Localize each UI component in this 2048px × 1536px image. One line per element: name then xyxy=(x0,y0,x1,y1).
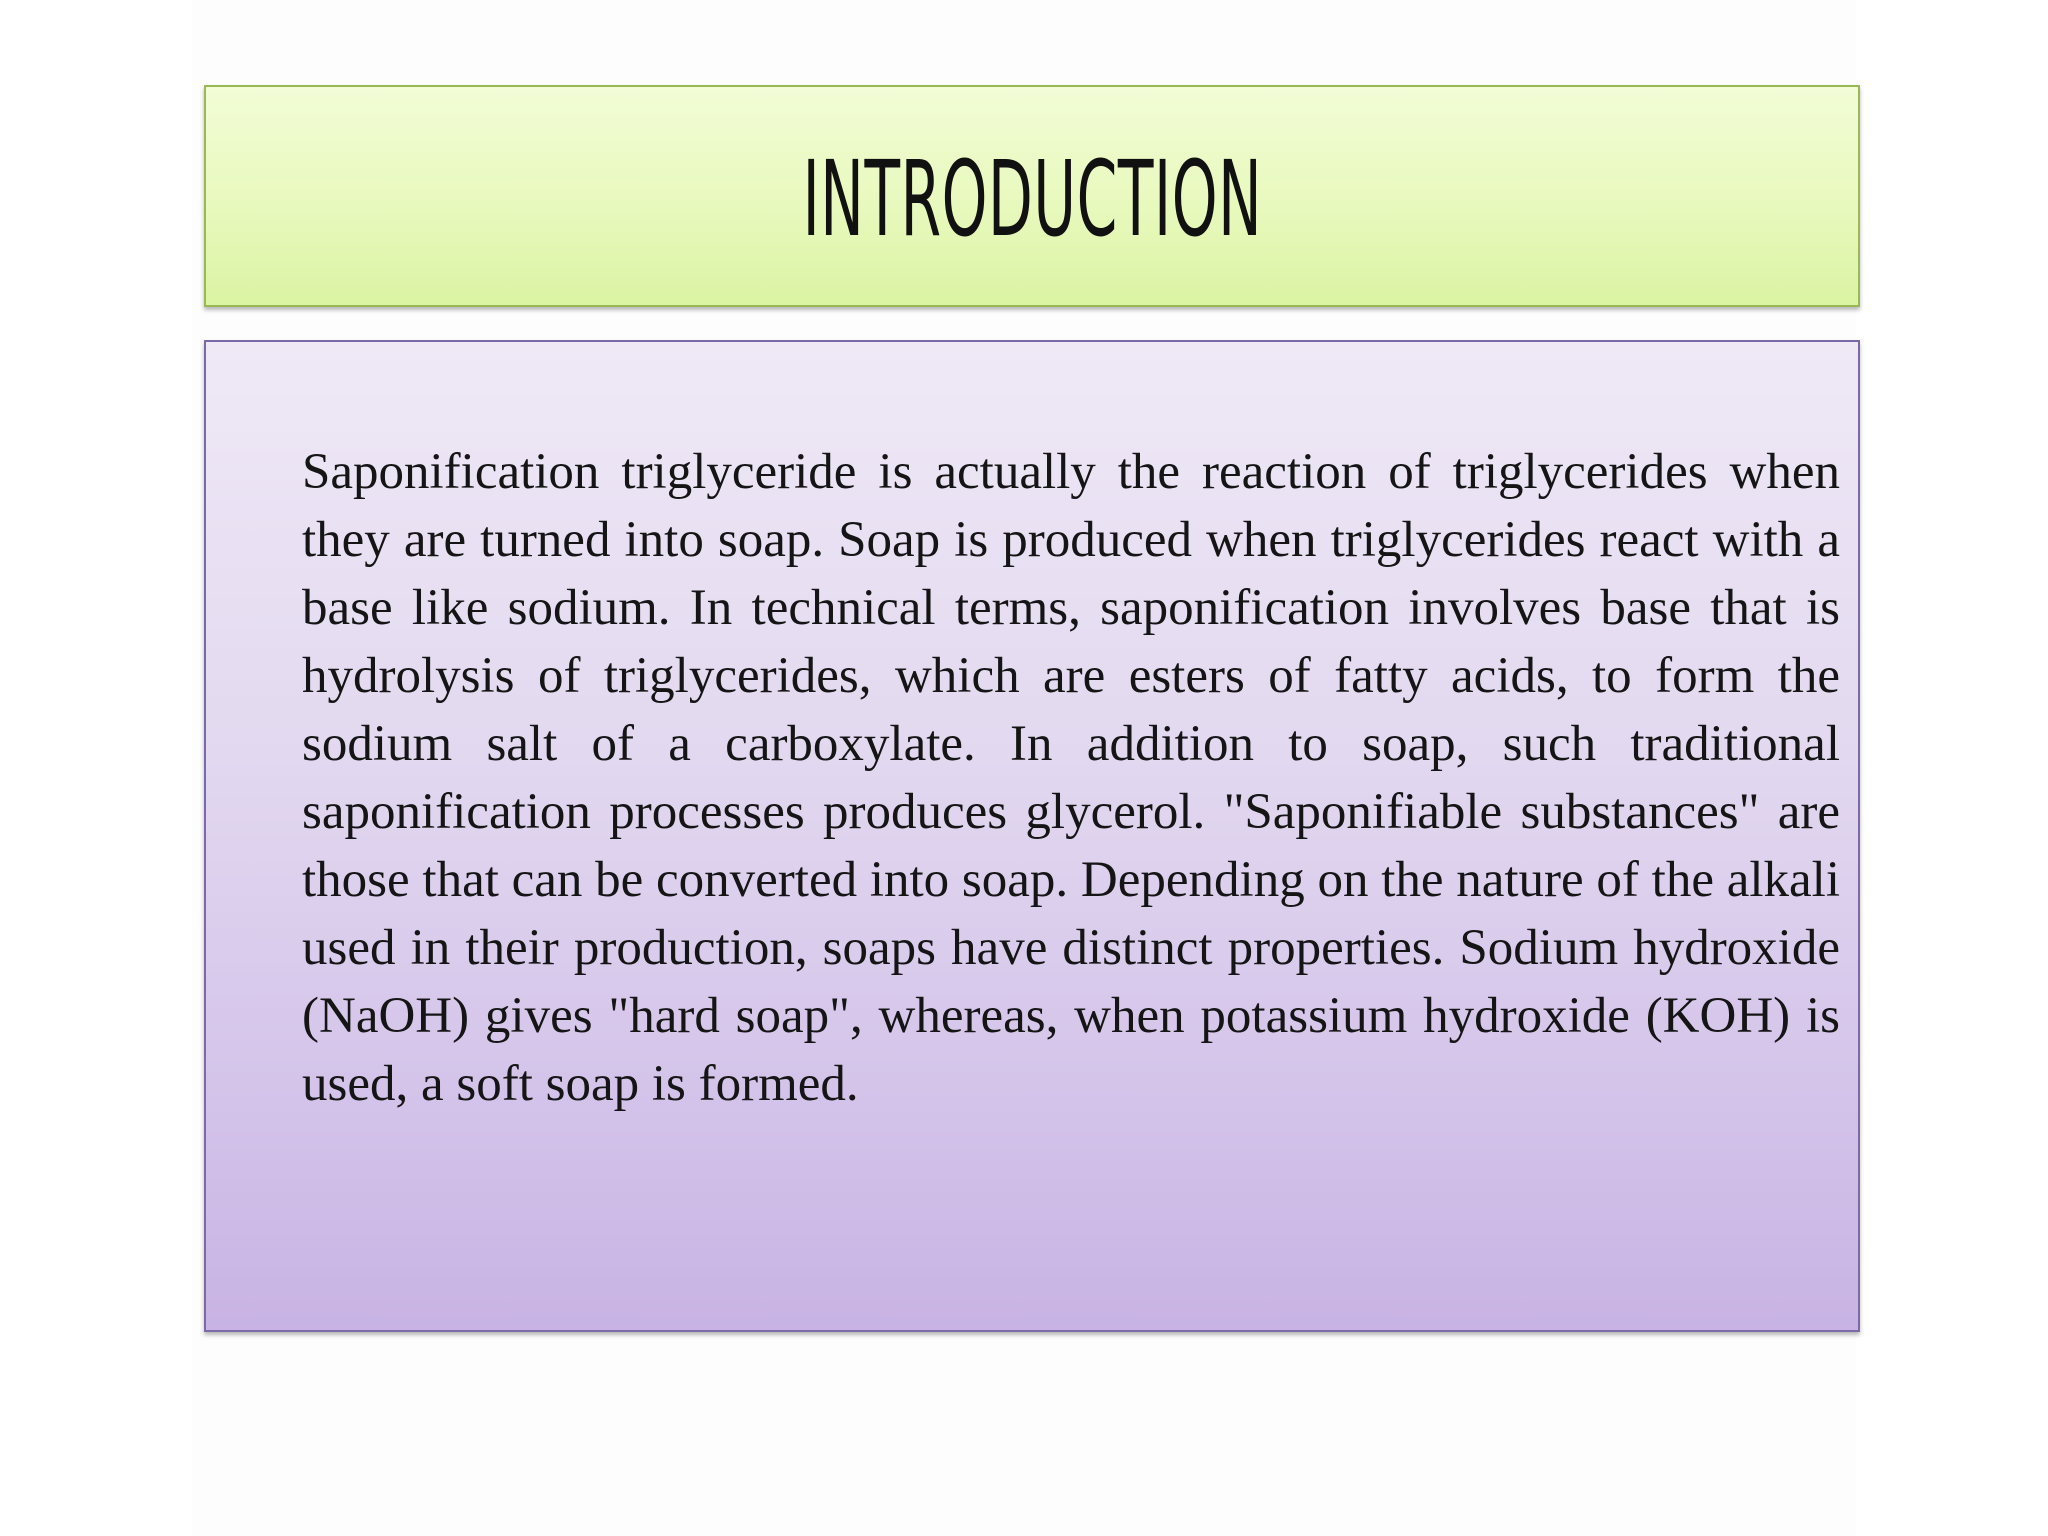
slide-title: INTRODUCTION xyxy=(802,138,1262,260)
body-paragraph: Saponification triglyceride is actually the reaction of triglycerides when they are turned into soap. Soap is produced when triglycerides react with a base like sodium. In technical terms, saponification involves base that is hydrolysis of triglycerides, which are esters of fatty acids, to form the sodium salt of a carboxylate. In addition to soap, such traditional saponification processes produces glycerol. "Saponifiable substances" are those that can be converted into soap. Depending on the nature of the alkali used in their production, soaps have distinct properties. Sodium hydroxide (NaOH) gives "hard soap", whereas, when potassium hydroxide (KOH) is used, a soft soap is formed. xyxy=(302,444,1840,1112)
title-box xyxy=(204,85,1860,307)
content-box xyxy=(204,340,1860,1332)
